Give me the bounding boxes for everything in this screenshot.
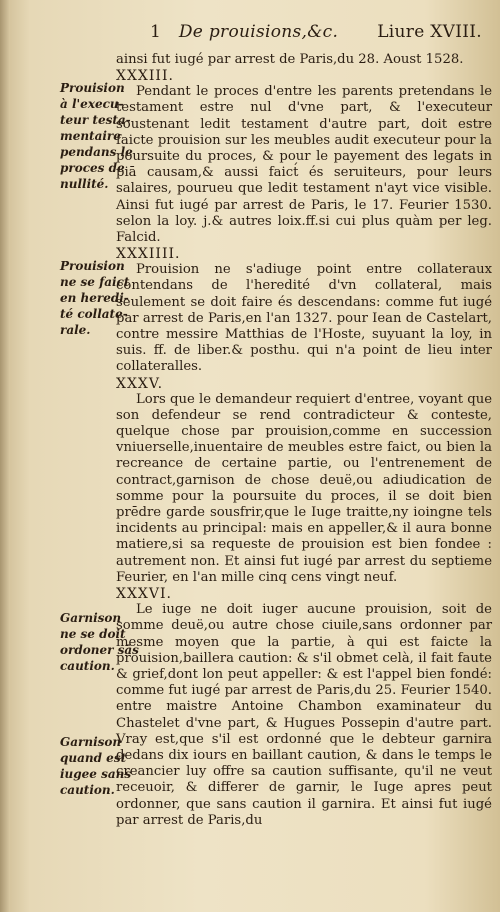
running-header <box>150 22 490 42</box>
running-title: De prouisions,&c. <box>178 22 339 42</box>
margin-note-line: pendans le <box>60 145 133 159</box>
margin-note-line: Garnison <box>60 735 122 749</box>
main-text <box>116 52 492 829</box>
section-text: Prouision ne s'adiuge point entre collateraux contendans de l'heredité d'vn collateral, mais seulement se doit faire és descendans: comme fut iugé par arrest de Paris,en l'an 1327. pour Iean de Castelart, contre messire Matthias de l'Hoste, suyuant la loy, in suis. ff. de liber.& posthu. qui n'a point de lieu inter collateralles. <box>116 262 492 375</box>
section-number: XXXVI. <box>116 586 172 603</box>
page-gutter <box>0 0 10 912</box>
margin-note-line: nullité. <box>60 177 109 191</box>
margin-note-line: rale. <box>60 323 91 337</box>
margin-note-line: Garnison <box>60 611 122 625</box>
margin-note-line: caution. <box>60 783 115 797</box>
section-text: Lors que le demandeur requiert d'entree, voyant que son defendeur se rend contradicteur & conteste, quelque chose par prouision,comme en succession vniuerselle,inuentaire de meubles estre faict, ou bien la recreance de certaine partie, ou l'entrenement de contract,garnison de chose deuë,ou adiudication de somme pour la poursuite du proces, il se doit bien prēdre garde sousfrir,que le Iuge traitte,ny ioingne tels incidents au principal: mais en appeller,& il aura bonne matiere,si sa requeste de prouision est bien fondee : autrement non. Et ainsi fut iugé par arrest du septieme Feurier, en l'an mille cinq cens vingt neuf. <box>116 391 492 585</box>
opening-line: ainsi fut iugé par arrest de Paris,du 28. Aoust 1528. <box>116 52 464 67</box>
page-number: 1 <box>150 22 162 42</box>
section-number: XXXIIII. <box>116 246 181 263</box>
margin-note-line: ne se faict <box>60 275 130 289</box>
margin-note-line: teur testa- <box>60 113 131 127</box>
margin-note-line: iugee sans <box>60 767 132 781</box>
margin-note-line: proces de <box>60 161 125 175</box>
margin-note-line: ordoner sās <box>60 643 139 657</box>
margin-note-line: ne se doit <box>60 627 126 641</box>
margin-note-4 <box>60 734 132 798</box>
margin-note-line: quand est <box>60 751 127 765</box>
margin-note-line: à l'execu- <box>60 97 124 111</box>
section-number: XXXV. <box>116 375 164 392</box>
section-text: Pendant le proces d'entre les parents pretendans le testament estre nul d'vne part, & l'executeur soustenant ledit testament d'autre part, doit estre faicte prouision sur les meubles audit executeur pour la poursuite du proces, & pour le payement des legats in piā causam,& aussi faict́ és seruiteurs, pour leurs salaires, pourueu que ledit testament n'ayt vice visible. Ainsi fut iugé par arrest de Paris, le 17. Feurier 1530. selon la loy. j.& autres loix.ff.si cui plus quàm per leg. Falcid. <box>116 84 492 246</box>
margin-note-line: Prouision <box>60 259 125 273</box>
margin-note-3 <box>60 610 139 674</box>
margin-note-1 <box>60 80 133 192</box>
section-number: XXXIII. <box>116 68 174 85</box>
margin-note-line: caution. <box>60 659 115 673</box>
margin-note-line: mentaire <box>60 129 121 143</box>
margin-note-line: en heredi- <box>60 291 129 305</box>
margin-note-2 <box>60 258 130 338</box>
margin-note-line: té collate- <box>60 307 128 321</box>
margin-note-line: Prouision <box>60 81 125 95</box>
section-text: Le iuge ne doit iuger aucune prouision, soit de somme deuë,ou autre chose ciuile,sans ordonner par mesme moyen que la partie, à qui est faicte la prouision,baillera caution: & s'il obmet celà, il fait faute & grief,dont lon peut appeller: & est l'appel bien fondé: comme fut iugé par arrest de Paris,du 25. Feurier 1540. entre maistre Antoine Chambon examinateur du Chastelet d'vne part, & Hugues Possepin d'autre part. Vray est,que s'il est ordonné que le debteur garnira dedans dix iours en baillant caution, & dans le temps le creancier luy offre sa caution suffisante, qu'il ne veut receuoir, & differer de garnir, le Iuge apres peut ordonner, que sans caution il garnira. Et ainsi fut iugé par arrest de Paris,du <box>116 602 492 828</box>
book-number: Liure XVIII. <box>377 22 482 42</box>
